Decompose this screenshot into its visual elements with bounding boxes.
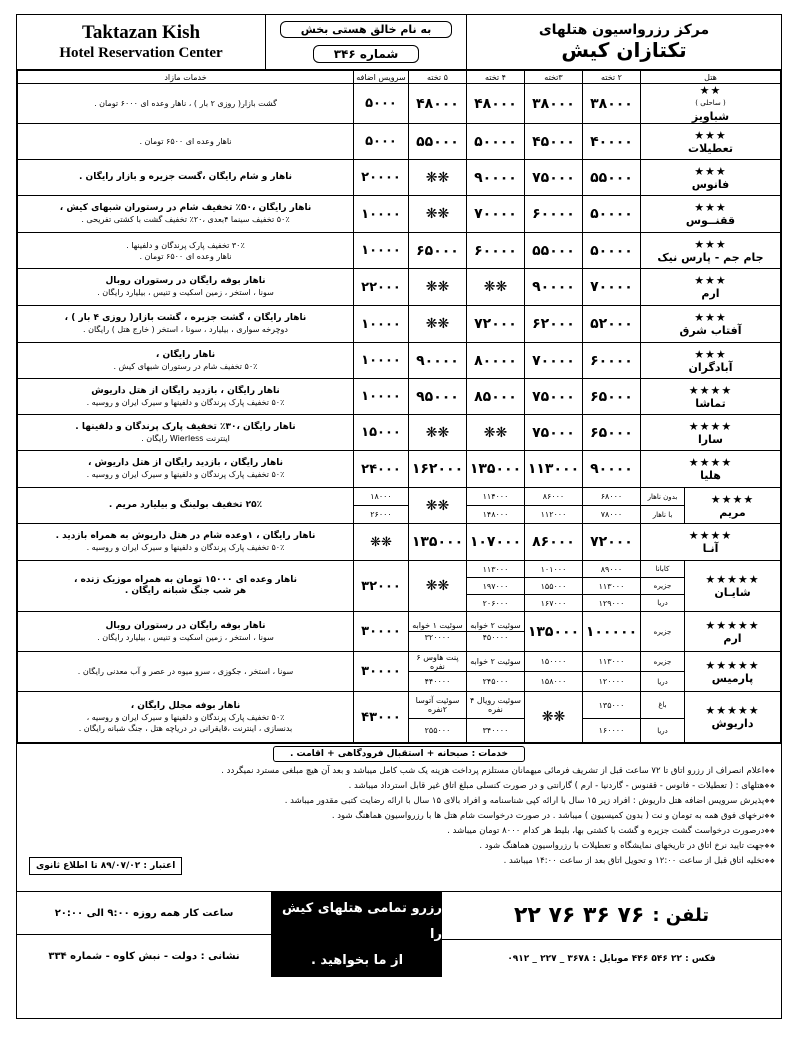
table-row	[18, 84, 781, 124]
notes-list	[23, 764, 775, 869]
promo-line: از ما بخواهید .	[310, 952, 404, 968]
service-line: ۵۰٪ تخفیف پارک پرندگان و دلفینها و سیرک ایران و روسیه .	[86, 470, 285, 479]
star-rating: ★★★	[694, 311, 727, 324]
hotel-name: آبادگران	[688, 360, 733, 374]
price-extra: ۱۰۰۰۰	[353, 379, 408, 415]
services-cell	[18, 233, 354, 269]
service-line: سونا ، استخر ، زمین اسکیت و تنیس ، بیلیارد رایگان .	[97, 632, 274, 642]
sub-label: باغ	[640, 692, 684, 719]
price-4-bed: ۱۴۸۰۰۰	[466, 506, 524, 524]
hotel-name: ارم	[701, 287, 720, 300]
center-label: مرکز رزرواسیون هتلهای	[538, 22, 710, 38]
sub-label: جزیره	[640, 612, 684, 652]
price-3-bed: ۸۶۰۰۰	[524, 524, 582, 561]
header-center	[266, 15, 467, 69]
price-3-bed: ۶۰۰۰۰	[524, 196, 582, 233]
star-rating: ★★★	[694, 274, 727, 287]
suite-label: سوئیت ۲ خوابه	[466, 652, 524, 672]
price-5-bed: ۵۵۰۰۰	[408, 124, 466, 160]
price-2-bed: ۶۸۰۰۰	[582, 488, 640, 506]
services-cell	[18, 196, 354, 233]
star-rating: ★★★	[694, 201, 727, 214]
table-row	[18, 233, 781, 269]
price-5-bed: ۶۵۰۰۰	[408, 233, 466, 269]
price-extra: ۳۰۰۰۰	[353, 652, 408, 692]
sub-label: جزیره	[640, 652, 684, 672]
services-cell	[18, 379, 354, 415]
services-cell	[18, 488, 354, 524]
service-line: سونا ، استخر ، زمین اسکیت و تنیس ، بیلیارد رایگان .	[97, 288, 274, 297]
suite-price: ۴۴۰۰۰۰	[408, 672, 466, 692]
table-row	[18, 306, 781, 343]
price-extra: ۱۰۰۰۰	[353, 343, 408, 379]
price-5-bed: ۴۸۰۰۰	[408, 84, 466, 124]
col-extra: سرویس اضافه	[353, 71, 408, 84]
price-5-bed: ❋❋	[408, 269, 466, 306]
service-line: گشت بازار( روزی ۲ بار ) ، ناهار وعده ای ۶۰۰۰ تومان .	[94, 99, 277, 108]
service-line: ناهار بوفه رایگان در رستوران روبال	[105, 276, 266, 286]
service-line: ناهار رایگان ، گشت جزیره ، گشت بازار( روزی ۴ بار ) ،	[64, 313, 307, 323]
hotel-name: جام جم - پارس نیک	[657, 250, 764, 264]
service-line: ناهار رایگان ، بازدید رایگان از هتل داریوش ،	[87, 458, 283, 468]
sub-label: جزیره	[640, 578, 684, 595]
price-extra: ۱۵۰۰۰	[353, 415, 408, 451]
services-cell	[18, 160, 354, 196]
sub-label: دریا	[640, 595, 684, 612]
price-extra: ۵۰۰۰	[353, 84, 408, 124]
price-5-bed: ❋❋	[408, 415, 466, 451]
col-3-bed: ۳تخته	[524, 71, 582, 84]
suite-label: سوئیت رویال ۴ نفره	[466, 692, 524, 719]
star-rating: ★★★★	[688, 383, 733, 397]
service-line: ناهار رایگان ،۵۰٪ تخفیف شام در رستوران شبهای کیش ،	[59, 203, 312, 213]
rate-sheet	[16, 14, 782, 1019]
hotel-name: شایـان	[714, 586, 751, 599]
phone-label: تلفن :	[652, 905, 710, 927]
price-4-bed: ۱۱۳۰۰۰	[466, 561, 524, 578]
price-2-bed: ۵۰۰۰۰	[582, 233, 640, 269]
price-4-bed: ۱۹۷۰۰۰	[466, 578, 524, 595]
price-2-bed: ۵۲۰۰۰	[582, 306, 640, 343]
price-2-bed: ۴۰۰۰۰	[582, 124, 640, 160]
bismillah-label: به نام خالق هستی بخش	[280, 21, 453, 38]
hotel-cell	[685, 692, 781, 743]
hotel-cell	[685, 612, 781, 652]
price-5-bed: ۹۵۰۰۰	[408, 379, 466, 415]
star-rating: ★★★★	[688, 456, 733, 469]
validity-badge: اعتبار : ۸۹/۰۷/۰۲ تا اطلاع ثانوی	[29, 857, 182, 875]
price-3-bed: ۱۵۸۰۰۰	[524, 672, 582, 692]
price-3-bed: ۷۵۰۰۰	[524, 160, 582, 196]
hotel-cell	[640, 196, 780, 233]
service-line: ناهار وعده ای ۶۵۰۰ تومان .	[139, 251, 232, 261]
table-row	[18, 451, 781, 488]
suite-price: ۳۲۰۰۰۰	[424, 633, 451, 642]
services-cell	[18, 84, 354, 124]
services-cell	[18, 306, 354, 343]
service-line: ناهار رایگان ، بازدید رایگان از هتل داریوش	[91, 385, 280, 396]
col-hotel: هتل	[640, 71, 780, 84]
price-3-bed: ۹۰۰۰۰	[524, 269, 582, 306]
price-2-bed: ۱۰۰۰۰۰	[582, 612, 640, 652]
price-extra: ۱۸۰۰۰	[353, 488, 408, 506]
price-3-bed: ۶۲۰۰۰	[524, 306, 582, 343]
table-row	[18, 379, 781, 415]
price-5-bed: ۹۰۰۰۰	[408, 343, 466, 379]
hotel-cell	[640, 524, 780, 561]
service-line: دوچرخه سواری ، بیلیارد ، سونا ، استخر ( خارج هتل ) رایگان .	[83, 325, 288, 334]
hotel-name: شباویز	[691, 110, 730, 123]
price-extra: ❋❋	[353, 524, 408, 561]
header	[17, 15, 781, 70]
table-row-maryam	[18, 488, 781, 506]
star-rating: ★★★	[694, 164, 727, 178]
price-extra: ۳۰۰۰۰	[353, 612, 408, 652]
price-4-bed: ۴۸۰۰۰	[466, 84, 524, 124]
price-extra: ۱۰۰۰۰	[353, 233, 408, 269]
hotel-cell	[640, 451, 780, 488]
price-extra: ۲۶۰۰۰	[353, 506, 408, 524]
brand-title: Taktazan Kish	[81, 22, 201, 43]
price-extra: ۲۲۰۰۰	[353, 269, 408, 306]
price-3-bed: ۱۰۱۰۰۰	[524, 561, 582, 578]
suite-price: ۲۵۵۰۰۰	[408, 719, 466, 743]
hotel-name: مریم	[719, 505, 746, 519]
table-header-row	[18, 71, 781, 84]
price-3-bed: ۳۸۰۰۰	[524, 84, 582, 124]
price-2-bed: ۶۰۰۰۰	[582, 343, 640, 379]
service-line: ۵۰٪ تخفیف پارک پرندگان و دلفینها و سیرک ایران و روسیه ،	[86, 712, 285, 722]
services-cell	[18, 692, 354, 743]
table-row	[18, 524, 781, 561]
hotel-cell	[640, 233, 780, 269]
included-services: خدمات : صبحانه + استقبال فرودگاهی + اقامت .	[273, 746, 525, 762]
table-row-shayan	[18, 561, 781, 578]
service-line: ۳۰٪ تخفیف پارک پرندگان و دلفینها .	[126, 240, 245, 250]
services-cell	[18, 652, 354, 692]
price-4-bed: ۸۵۰۰۰	[466, 379, 524, 415]
price-2-bed: ۷۰۰۰۰	[582, 269, 640, 306]
price-extra: ۱۰۰۰۰	[353, 196, 408, 233]
suite-price: ۳۴۰۰۰۰	[466, 719, 524, 743]
hotel-name: تماشا	[695, 396, 726, 410]
price-4-bed: ۲۰۶۰۰۰	[466, 595, 524, 612]
services-cell	[18, 612, 354, 652]
sub-label: بدون ناهار	[640, 488, 684, 506]
star-rating: ★★★★★	[705, 658, 760, 672]
table-row	[18, 124, 781, 160]
service-line: ناهار رایگان ،۳۰٪ تخفیف پارک پرندگان و دلفینها .	[75, 421, 296, 432]
note-item: ❖❖ پذیرش سرویس اضافه هتل داریوش : افراد زیر ۱۵ سال با ارائه کپی شناسنامه و افراد بالای ۱۵ سال با ارائه رضایت کتبی مقدور میباشد .	[23, 794, 775, 809]
hotel-cell	[685, 652, 781, 692]
col-2-bed: ۲ تخته	[582, 71, 640, 84]
notes-section	[17, 743, 781, 891]
services-cell	[18, 124, 354, 160]
service-line: ناهار رایگان ، ۱وعده شام در هتل داریوش به همراه بازدید .	[55, 531, 316, 541]
hotel-note: ( ساحلی )	[695, 99, 726, 107]
price-5-bed: ❋❋	[408, 488, 466, 524]
hotel-cell	[640, 160, 780, 196]
hotel-cell	[640, 269, 780, 306]
sub-label: کابانا	[640, 561, 684, 578]
hotel-cell	[640, 124, 780, 160]
working-hours: ساعت کار همه روزه ۹:۰۰ الی ۲۰:۰۰	[17, 892, 271, 935]
price-3-bed: ۵۵۰۰۰	[524, 233, 582, 269]
table-row-dariush	[18, 692, 781, 719]
service-line: ناهار وعده ای ۱۵۰۰۰ تومان به همراه موزیک زنده ،	[73, 575, 298, 585]
price-3-bed: ۱۱۳۰۰۰	[524, 451, 582, 488]
price-3-bed: ۱۵۰۰۰۰	[524, 652, 582, 672]
service-line: ۵۰٪ تخفیف شام در رستوران شبهای کیش .	[113, 361, 258, 371]
star-rating: ★★★	[694, 128, 727, 142]
service-line: ناهار بوفه مجلل رایگان ،	[130, 700, 241, 711]
price-2-bed: ۵۰۰۰۰	[582, 196, 640, 233]
price-4-bed: ۱۱۴۰۰۰	[466, 488, 524, 506]
footer-info	[17, 892, 272, 977]
price-5-bed: ❋❋	[408, 306, 466, 343]
price-4-bed: ۹۰۰۰۰	[466, 160, 524, 196]
hotel-cell	[685, 561, 781, 612]
hotel-name: ققنــوس	[685, 214, 736, 227]
price-2-bed: ۸۹۰۰۰	[582, 561, 640, 578]
price-4-bed: ❋❋	[466, 269, 524, 306]
price-3-bed: ۱۵۵۰۰۰	[524, 578, 582, 595]
service-line: هر شب جنگ شبانه رایگان .	[124, 586, 247, 596]
services-cell	[18, 269, 354, 306]
hotel-name: پارمیس	[711, 671, 754, 685]
services-cell	[18, 415, 354, 451]
price-2-bed: ۱۲۰۰۰۰	[582, 672, 640, 692]
price-2-bed: ۹۰۰۰۰	[582, 451, 640, 488]
price-4-bed: ۵۰۰۰۰	[466, 124, 524, 160]
price-extra: ۵۰۰۰	[353, 124, 408, 160]
brand-english	[17, 15, 266, 69]
col-5-bed: ۵ تخته	[408, 71, 466, 84]
sub-label: با ناهار	[640, 506, 684, 524]
hotel-cell	[640, 415, 780, 451]
suite-price: ۴۵۰۰۰۰	[482, 633, 509, 642]
fax-mobile: فکس : ۲۲ ۵۴۶ ۴۴۶ موبایل : ۳۶۷۸ _ ۲۲۷ _ ۰۹۱۲	[507, 953, 716, 964]
hotel-name: آفتاب شرق	[679, 324, 742, 337]
table-row	[18, 160, 781, 196]
price-2-bed: ۷۸۰۰۰	[582, 506, 640, 524]
price-2-bed: ۷۲۰۰۰	[582, 524, 640, 561]
price-5-bed: ❋❋	[408, 561, 466, 612]
phone-number: ۲۲ ۷۶ ۳۶ ۷۶	[513, 903, 645, 929]
price-5-bed: ❋❋	[408, 196, 466, 233]
price-4-bed: ❋❋	[466, 415, 524, 451]
service-line: ناهار و شام رایگان ،گست جزیره و بازار رایگان .	[78, 172, 292, 182]
table-row	[18, 269, 781, 306]
col-services: خدمات مازاد	[18, 71, 354, 84]
note-item: ❖❖ جهت تایید نرخ اتاق در تاریخهای نمایشگاه و تعطیلات با رزرواسیون هماهنگ شود .	[23, 839, 775, 854]
note-item: ❖❖ هتلهای : ( تعطیلات - فانوس - ققنوس - گاردنیا - ارم ) گارانتی و در صورت کنسلی مبلغ اتاق غیر قابل استرداد میباشد .	[23, 779, 775, 794]
price-5-bed-cell	[408, 612, 466, 652]
service-line: ۲۵٪ تخفیف بولینگ و بیلیارد مریم .	[108, 500, 263, 510]
price-3-bed: ۱۶۷۰۰۰	[524, 595, 582, 612]
price-5-bed: ۱۶۲۰۰۰	[408, 451, 466, 488]
promo-box	[272, 892, 442, 977]
hotel-name: داریوش	[711, 717, 754, 730]
price-4-bed: ۸۰۰۰۰	[466, 343, 524, 379]
price-5-bed: ❋❋	[408, 160, 466, 196]
service-line: ۵۰٪ تخفیف پارک پرندگان و دلفینها و سیرک ایران و روسیه .	[86, 543, 285, 552]
table-row	[18, 612, 781, 652]
price-2-bed: ۶۵۰۰۰	[582, 379, 640, 415]
price-3-bed: ۱۱۲۰۰۰	[524, 506, 582, 524]
contact-box	[442, 892, 781, 977]
star-rating: ★★★	[694, 237, 727, 251]
hotel-cell	[640, 84, 780, 124]
price-2-bed: ۶۵۰۰۰	[582, 415, 640, 451]
hotel-cell	[640, 306, 780, 343]
suite-price: ۲۴۵۰۰۰	[466, 672, 524, 692]
sub-label: دریا	[640, 672, 684, 692]
table-row	[18, 343, 781, 379]
price-extra: ۱۰۰۰۰	[353, 306, 408, 343]
suite-label: سوئیت ۲ خوابه	[467, 620, 524, 632]
services-cell	[18, 561, 354, 612]
price-5-bed: ۱۳۵۰۰۰	[408, 524, 466, 561]
hotel-name: هلیا	[700, 469, 721, 482]
hotel-cell	[640, 343, 780, 379]
col-4-bed: ۴ تخته	[466, 71, 524, 84]
suite-label: سوئیت ۱ خوابه	[409, 620, 466, 632]
hotel-name: فانوس	[691, 177, 730, 191]
price-2-bed: ۳۸۰۰۰	[582, 84, 640, 124]
price-4-bed: ۱۰۷۰۰۰	[466, 524, 524, 561]
price-2-bed: ۱۲۹۰۰۰	[582, 595, 640, 612]
price-3-bed: ۴۵۰۰۰	[524, 124, 582, 160]
hotel-name: ارم	[723, 631, 742, 645]
star-rating: ★★★★★	[705, 704, 760, 717]
price-extra: ۲۴۰۰۰	[353, 451, 408, 488]
price-2-bed: ۱۱۳۰۰۰	[582, 578, 640, 595]
price-2-bed: ۱۶۰۰۰۰	[582, 719, 640, 743]
price-extra: ۴۳۰۰۰	[353, 692, 408, 743]
price-4-bed: ۶۰۰۰۰	[466, 233, 524, 269]
hotel-name: تعطیلات	[688, 141, 733, 155]
hotel-name: سارا	[697, 432, 724, 446]
price-3-bed: ۸۶۰۰۰	[524, 488, 582, 506]
price-4-bed: ۱۳۵۰۰۰	[466, 451, 524, 488]
brand-subtitle: Hotel Reservation Center	[59, 45, 223, 61]
price-3-bed: ۷۵۰۰۰	[524, 379, 582, 415]
price-3-bed: ۱۳۵۰۰۰	[524, 612, 582, 652]
service-line: سونا ، استخر ، جکوزی ، سرو میوه در عصر و آب معدنی رایگان .	[77, 667, 294, 676]
service-line: ناهار رایگان ،	[155, 349, 216, 360]
service-line: ناهار وعده ای ۶۵۰۰ تومان .	[139, 137, 232, 146]
services-cell	[18, 343, 354, 379]
price-4-bed-cell	[466, 612, 524, 652]
note-item: ❖❖ نرخهای فوق همه به تومان و نت ( بدون کمیسیون ) میباشد . در صورت درخواست شام هتل ها با رزرواسیون هماهنگ شود .	[23, 809, 775, 824]
price-2-bed: ۵۵۰۰۰	[582, 160, 640, 196]
price-extra: ۲۰۰۰۰	[353, 160, 408, 196]
service-line: ۵۰٪ تخفیف سینما ۴بعدی ،۲۰٪ تخفیف گشت با کشتی تفریحی .	[81, 215, 290, 224]
suite-label: سوئیت آتوسا ۲نفره	[408, 692, 466, 719]
sub-label: دریا	[640, 719, 684, 743]
table-row-parmis	[18, 652, 781, 672]
star-rating: ★★	[699, 84, 722, 97]
hotel-name: آنـا	[702, 542, 719, 555]
hotel-cell	[640, 379, 780, 415]
price-4-bed: ۷۰۰۰۰	[466, 196, 524, 233]
price-extra: ۳۲۰۰۰	[353, 561, 408, 612]
note-item: ❖❖ اعلام انصراف از رزرو اتاق تا ۷۲ ساعت قبل از تشریف فرمائی میهمانان مستلزم پرداخت هزینه یک شب کامل میباشد و بعد آن هیچ مبلغی مسترد نمیگردد .	[23, 764, 775, 779]
table-row	[18, 415, 781, 451]
phone-row	[442, 892, 781, 940]
price-2-bed: ۱۳۵۰۰۰	[582, 692, 640, 719]
star-rating: ★★★★★	[705, 618, 760, 632]
promo-line: رزرو تمامی هتلهای کیش را	[281, 900, 442, 942]
price-3-bed: ❋❋	[524, 692, 582, 743]
service-line: بدنسازی ، اینترنت ،قایقرانی در دریاچه هتل ، جنگ شبانه رایگان .	[78, 723, 293, 733]
suite-label: پنت هاوس ۶ نفره	[408, 652, 466, 672]
service-line: اینترنت Wierless رایگان .	[141, 433, 230, 443]
services-cell	[18, 524, 354, 561]
star-rating: ★★★★	[688, 419, 733, 433]
star-rating: ★★★	[694, 347, 727, 361]
footer	[17, 891, 781, 977]
price-3-bed: ۷۰۰۰۰	[524, 343, 582, 379]
services-cell	[18, 451, 354, 488]
service-line: ناهار بوفه رایگان در رستوران روبال	[105, 620, 266, 631]
price-4-bed: ۷۲۰۰۰	[466, 306, 524, 343]
note-item: ❖❖ تخلیه اتاق قبل از ساعت ۱۲:۰۰ و تحویل اتاق بعد از ساعت ۱۴:۰۰ میباشد .	[23, 854, 775, 869]
price-2-bed: ۱۱۳۰۰۰	[582, 652, 640, 672]
issue-number: شماره ۳۴۶	[313, 45, 420, 63]
rates-table	[17, 70, 781, 743]
star-rating: ★★★★★	[705, 573, 760, 586]
star-rating: ★★★★	[710, 492, 755, 506]
star-rating: ★★★★	[688, 529, 733, 542]
table-row	[18, 196, 781, 233]
hotel-cell	[685, 488, 781, 524]
brand-persian	[467, 15, 781, 69]
address: نشانی : دولت - نبش کاوه - شماره ۳۳۴	[48, 950, 240, 962]
service-line: ۵۰٪ تخفیف پارک پرندگان و دلفینها و سیرک ایران و روسیه .	[86, 397, 285, 407]
brand-name-fa: تکتازان کیش	[561, 38, 687, 62]
price-3-bed: ۷۵۰۰۰	[524, 415, 582, 451]
note-item: ❖❖ درصورت درخواست گشت جزیره و گشت با کشتی بها، بلیط هر کدام ۸۰۰۰ تومان میباشد .	[23, 824, 775, 839]
